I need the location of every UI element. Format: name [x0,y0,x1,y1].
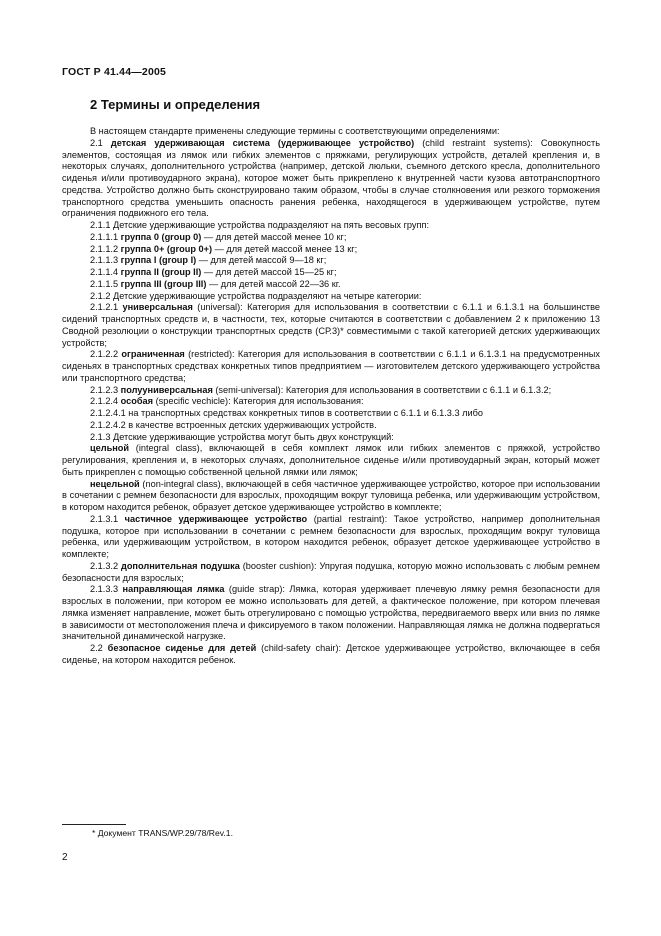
term: дополнительная подушка [120,560,240,571]
paragraph: 2.1.1 Детские удерживающие устройства подразделяют на пять весовых групп: [90,220,430,230]
definition-paragraph: 2.1.3.2 дополнительная подушка (booster cushion): Упругая подушка, которую можно использовать с любым ремнем безопасности для взрослых; [62,560,600,583]
definition-paragraph: 2.1.1.5 группа III (group III) — для детей массой 22—36 кг. [90,278,341,289]
definition-paragraph: 2.1.1.2 группа 0+ (group 0+) — для детей массой менее 13 кг; [90,243,358,254]
footnote-divider [62,824,126,825]
term: группа I (group I) [120,255,197,266]
paragraph: 2.1.2.4.2 в качестве встроенных детских удерживающих устройств. [90,419,377,430]
document-body [62,126,600,667]
section-title: 2 Термины и определения [90,97,261,112]
definition-paragraph: 2.1.2.4 особая (specific vechicle): Категория для использования: [90,396,364,407]
definition-paragraph: 2.1.2.1 универсальная (universal): Категория для использования в соответствии с 6.1.1 и 6.1.3.1 на большинстве сидений транспортных средств и, в частности, тех, которые считаются в соответствии с добавлением 2 к приложению 13 Сводной резолюции о конструкции транспортных средств (СР.3)* совместимыми с такой категорией детских удерживающих устройств; [62,302,601,348]
paragraph: В настоящем стандарте применены следующие термины с соответствующими определениями: [90,126,500,136]
term: детская удерживающая система (удерживающее устройство) [110,137,415,148]
term: группа 0+ (group 0+) [120,243,213,254]
paragraph: 2.1.3 Детские удерживающие устройства могут быть двух конструкций: [90,431,394,442]
term: универсальная [122,302,193,313]
term: безопасное сиденье для детей [107,643,257,653]
paragraph: 2.1.2 Детские удерживающие устройства подразделяют на четыре категории: [90,290,422,301]
paragraph: 2.1.2.4.1 на транспортных средствах конкретных типов в соответствии с 6.1.1 и 6.1.3.3 либо [90,408,483,418]
term: нецельной [90,478,140,489]
definition-paragraph: 2.1.3.1 частичное удерживающее устройство (partial restraint): Такое устройство, например дополнительная подушка, которое при использовании в сочетании с ремнем безопасности для взрослых, проходящим вокруг туловища ребенка, или удерживающим устройством, в котором находится ребенок, образует детское удерживающее устройство в комплекте; [62,513,600,559]
definition-paragraph: 2.2 безопасное сиденье для детей (child-safety chair): Детское удерживающее устройство, включающее в себя сиденье, на котором находится ребенок. [62,643,600,665]
definition-paragraph: 2.1.3.3 направляющая лямка (guide strap): Лямка, которая удерживает плечевую лямку ремня безопасности для взрослых в положении, при котором ее можно использовать для детей, а фактическое положение, при котором плечевая лямка изменяет направление, может быть отрегулировано с помощью устройства, передвигаемого вверх или вниз по лямке в зависимости от местоположения плеча и фиксируемого в таком положении. Направляющая лямка не должна подвергаться значительной динамической нагрузке. [62,584,600,642]
definition-paragraph: 2.1.2.3 полууниверсальная (semi-universal): Категория для использования в соответствии с 6.1.1 и 6.1.3.2; [90,384,552,395]
term: особая [120,396,154,407]
term: ограниченная [121,349,185,360]
term: полууниверсальная [120,384,213,395]
term: группа II (group II) [120,267,202,277]
definition-paragraph: 2.1.2.2 ограниченная (restricted): Категория для использования в соответствии с 6.1.1 и 6.1.3.1 на предусмотренных сиденьях в транспортных средствах конкретных типов предприятием — изготовителем детского удерживающего устройства или транспортного средства; [62,349,600,383]
definition-paragraph: нецельной (non-integral class), включающей в себя частичное удерживающее устройство, которое при использовании в сочетании с ремнем безопасности для взрослых, проходящим вокруг туловища ребенка, или удерживающим устройством, в котором находится ребенок, образует детское удерживающее устройство в комплекте; [62,478,600,512]
term: цельной [90,443,130,454]
document-header: ГОСТ Р 41.44—2005 [62,66,167,78]
page-number: 2 [62,852,68,863]
definition-paragraph: 2.1.1.3 группа I (group I) — для детей массой 9—18 кг; [90,255,327,266]
definition-paragraph: цельной (integral class), включающей в себя комплект лямок или гибких элементов с пряжкой, устройство регулирования, крепления и, в некоторых случаях, дополнительное сиденье и/или противоударный экран, который может быть прикреплен с помощью собственной цельной лямки или лямок; [62,443,600,477]
term: направляющая лямка [122,584,225,595]
term: группа 0 (group 0) [120,231,202,242]
term: группа III (group III) [120,278,207,289]
definition-paragraph: 2.1 детская удерживающая система (удерживающее устройство) (child restraint systems): Совокупность элементов, состоящая из лямок или гибких элементов с пряжками, регулирующих устройств, деталей крепления и, в некоторых случаях, дополнительного устройства (например, детской люльки, съемного детского кресла, дополнительного сиденья и/или противоударного экрана), которое может быть прикреплено к внутренней части кузова автотранспортного средства. Устройство должно быть сконструировано таким образом, чтобы в случае столкновения или резкого торможения транспортного средства уменьшить опасность ранения ребенка, находящегося в удерживающем устройстве, путем ограничения подвижного его тела. [62,137,600,219]
definition-paragraph: 2.1.1.4 группа II (group II) — для детей массой 15—25 кг; [90,267,337,277]
footnote: * Документ TRANS/WP.29/78/Rev.1. [92,828,233,838]
term: частичное удерживающее устройство [124,513,308,524]
definition-paragraph: 2.1.1.1 группа 0 (group 0) — для детей массой менее 10 кг; [90,231,347,242]
